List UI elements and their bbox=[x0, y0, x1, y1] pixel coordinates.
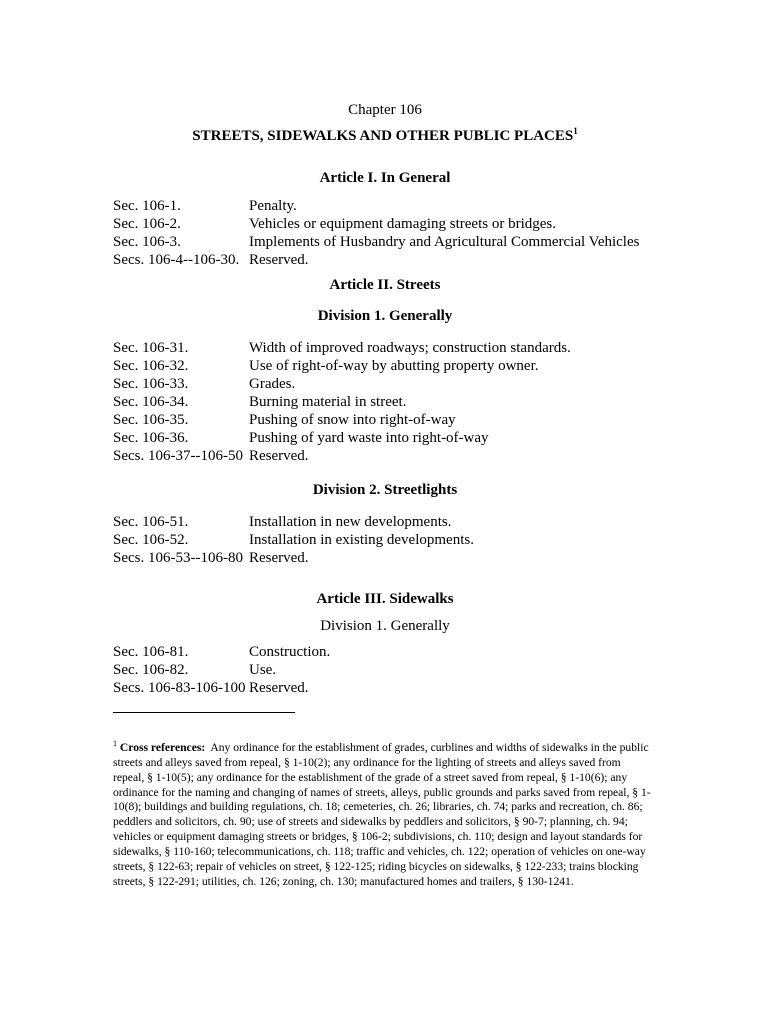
article-3-division-1-heading: Division 1. Generally bbox=[320, 618, 450, 634]
section-title: Vehicles or equipment damaging streets or bridges. bbox=[249, 216, 557, 232]
footnote-mark: 1 bbox=[113, 739, 117, 748]
toc-row bbox=[113, 549, 309, 567]
section-number: Secs. 106-37--106-50 bbox=[113, 448, 243, 464]
section-title: Grades. bbox=[249, 376, 296, 392]
section-number: Sec. 106-3. bbox=[113, 234, 181, 250]
toc-row bbox=[113, 375, 295, 393]
section-number: Secs. 106-53--106-80 bbox=[113, 550, 243, 566]
section-number: Sec. 106-81. bbox=[113, 644, 189, 660]
section-title: Pushing of snow into right-of-way bbox=[249, 412, 456, 428]
toc-row bbox=[113, 447, 309, 465]
toc-row bbox=[113, 357, 539, 375]
section-title: Installation in new developments. bbox=[249, 514, 452, 530]
toc-row bbox=[113, 661, 276, 679]
section-title: Pushing of yard waste into right-of-way bbox=[249, 430, 489, 446]
chapter-title-text: STREETS, SIDEWALKS AND OTHER PUBLIC PLACES bbox=[192, 128, 574, 144]
section-number: Sec. 106-35. bbox=[113, 412, 189, 428]
footnote-label: Cross references: bbox=[119, 740, 206, 754]
toc-row bbox=[113, 197, 297, 215]
toc-row bbox=[113, 531, 474, 549]
section-number: Sec. 106-52. bbox=[113, 532, 189, 548]
article-2-heading: Article II. Streets bbox=[329, 277, 441, 293]
footnote-divider bbox=[113, 712, 295, 713]
section-title: Installation in existing developments. bbox=[249, 532, 474, 548]
article-1-heading: Article I. In General bbox=[319, 170, 451, 186]
section-number: Sec. 106-33. bbox=[113, 376, 189, 392]
section-title: Burning material in street. bbox=[249, 394, 407, 410]
article-2-division-2-heading: Division 2. Streetlights bbox=[312, 482, 458, 498]
chapter-title bbox=[0, 126, 770, 145]
section-number: Sec. 106-2. bbox=[113, 216, 181, 232]
section-number: Sec. 106-82. bbox=[113, 662, 189, 678]
section-title: Penalty. bbox=[249, 198, 297, 214]
toc-row bbox=[113, 215, 556, 233]
section-number: Sec. 106-34. bbox=[113, 394, 189, 410]
toc-row bbox=[113, 339, 571, 357]
section-number: Sec. 106-32. bbox=[113, 358, 189, 374]
section-title: Implements of Husbandry and Agricultural Commercial Vehicles bbox=[249, 234, 640, 250]
section-number: Secs. 106-83-106-100 bbox=[113, 680, 246, 696]
article-3-heading: Article III. Sidewalks bbox=[316, 591, 454, 607]
section-number: Sec. 106-31. bbox=[113, 340, 189, 356]
article-2-division-1-heading: Division 1. Generally bbox=[317, 308, 453, 324]
section-number: Secs. 106-4--106-30. bbox=[113, 252, 240, 268]
section-title: Construction. bbox=[249, 644, 331, 660]
section-title: Reserved. bbox=[249, 252, 309, 268]
footnote bbox=[113, 737, 653, 890]
section-title: Use. bbox=[249, 662, 277, 678]
section-number: Sec. 106-1. bbox=[113, 198, 181, 214]
toc-row bbox=[113, 679, 309, 697]
toc-row bbox=[113, 411, 456, 429]
section-number: Sec. 106-51. bbox=[113, 514, 189, 530]
toc-row bbox=[113, 513, 451, 531]
chapter-label: Chapter 106 bbox=[348, 102, 422, 118]
toc-row bbox=[113, 643, 330, 661]
toc-row bbox=[113, 251, 309, 269]
section-title: Reserved. bbox=[249, 448, 309, 464]
section-title: Width of improved roadways; construction standards. bbox=[249, 340, 571, 356]
toc-row bbox=[113, 393, 406, 411]
section-number: Sec. 106-36. bbox=[113, 430, 189, 446]
toc-row bbox=[113, 429, 489, 447]
footnote-text: Any ordinance for the establishment of grades, curblines and widths of sidewalks in the public streets and alleys saved from repeal, § 1-10(2); any ordinance for the lighting of streets and alleys saved from repeal, § 1-10(5); any ordinance for the establishment of the grade of a street saved from repeal, § 1-10(6); any ordinance for the naming and changing of names of streets, alleys, public grounds and parks saved from repeal, § 1-10(8); buildings and building regulations, ch. 18; cemeteries, ch. 26; libraries, ch. 74; parks and recreation, ch. 86; peddlers and solicitors, ch. 90; use of streets and sidewalks by peddlers and solicitors, § 90-7; planning, ch. 94; vehicles or equipment damaging streets or bridges, § 106-2; subdivisions, ch. 110; design and layout standards for sidewalks, § 110-160; telecommunications, ch. 118; traffic and vehicles, ch. 122; operation of vehicles on one-way streets, § 122-63; repair of vehicles on street, § 122-125; riding bicycles on sidewalks, § 122-233; trains blocking streets, § 122-291; utilities, ch. 126; zoning, ch. 130; manufactured homes and trailers, § 130-1241. bbox=[113, 740, 651, 889]
section-title: Reserved. bbox=[249, 680, 309, 696]
section-title: Reserved. bbox=[249, 550, 309, 566]
section-title: Use of right-of-way by abutting property owner. bbox=[249, 358, 539, 374]
footnote-reference[interactable]: 1 bbox=[573, 126, 578, 136]
toc-row bbox=[113, 233, 639, 251]
